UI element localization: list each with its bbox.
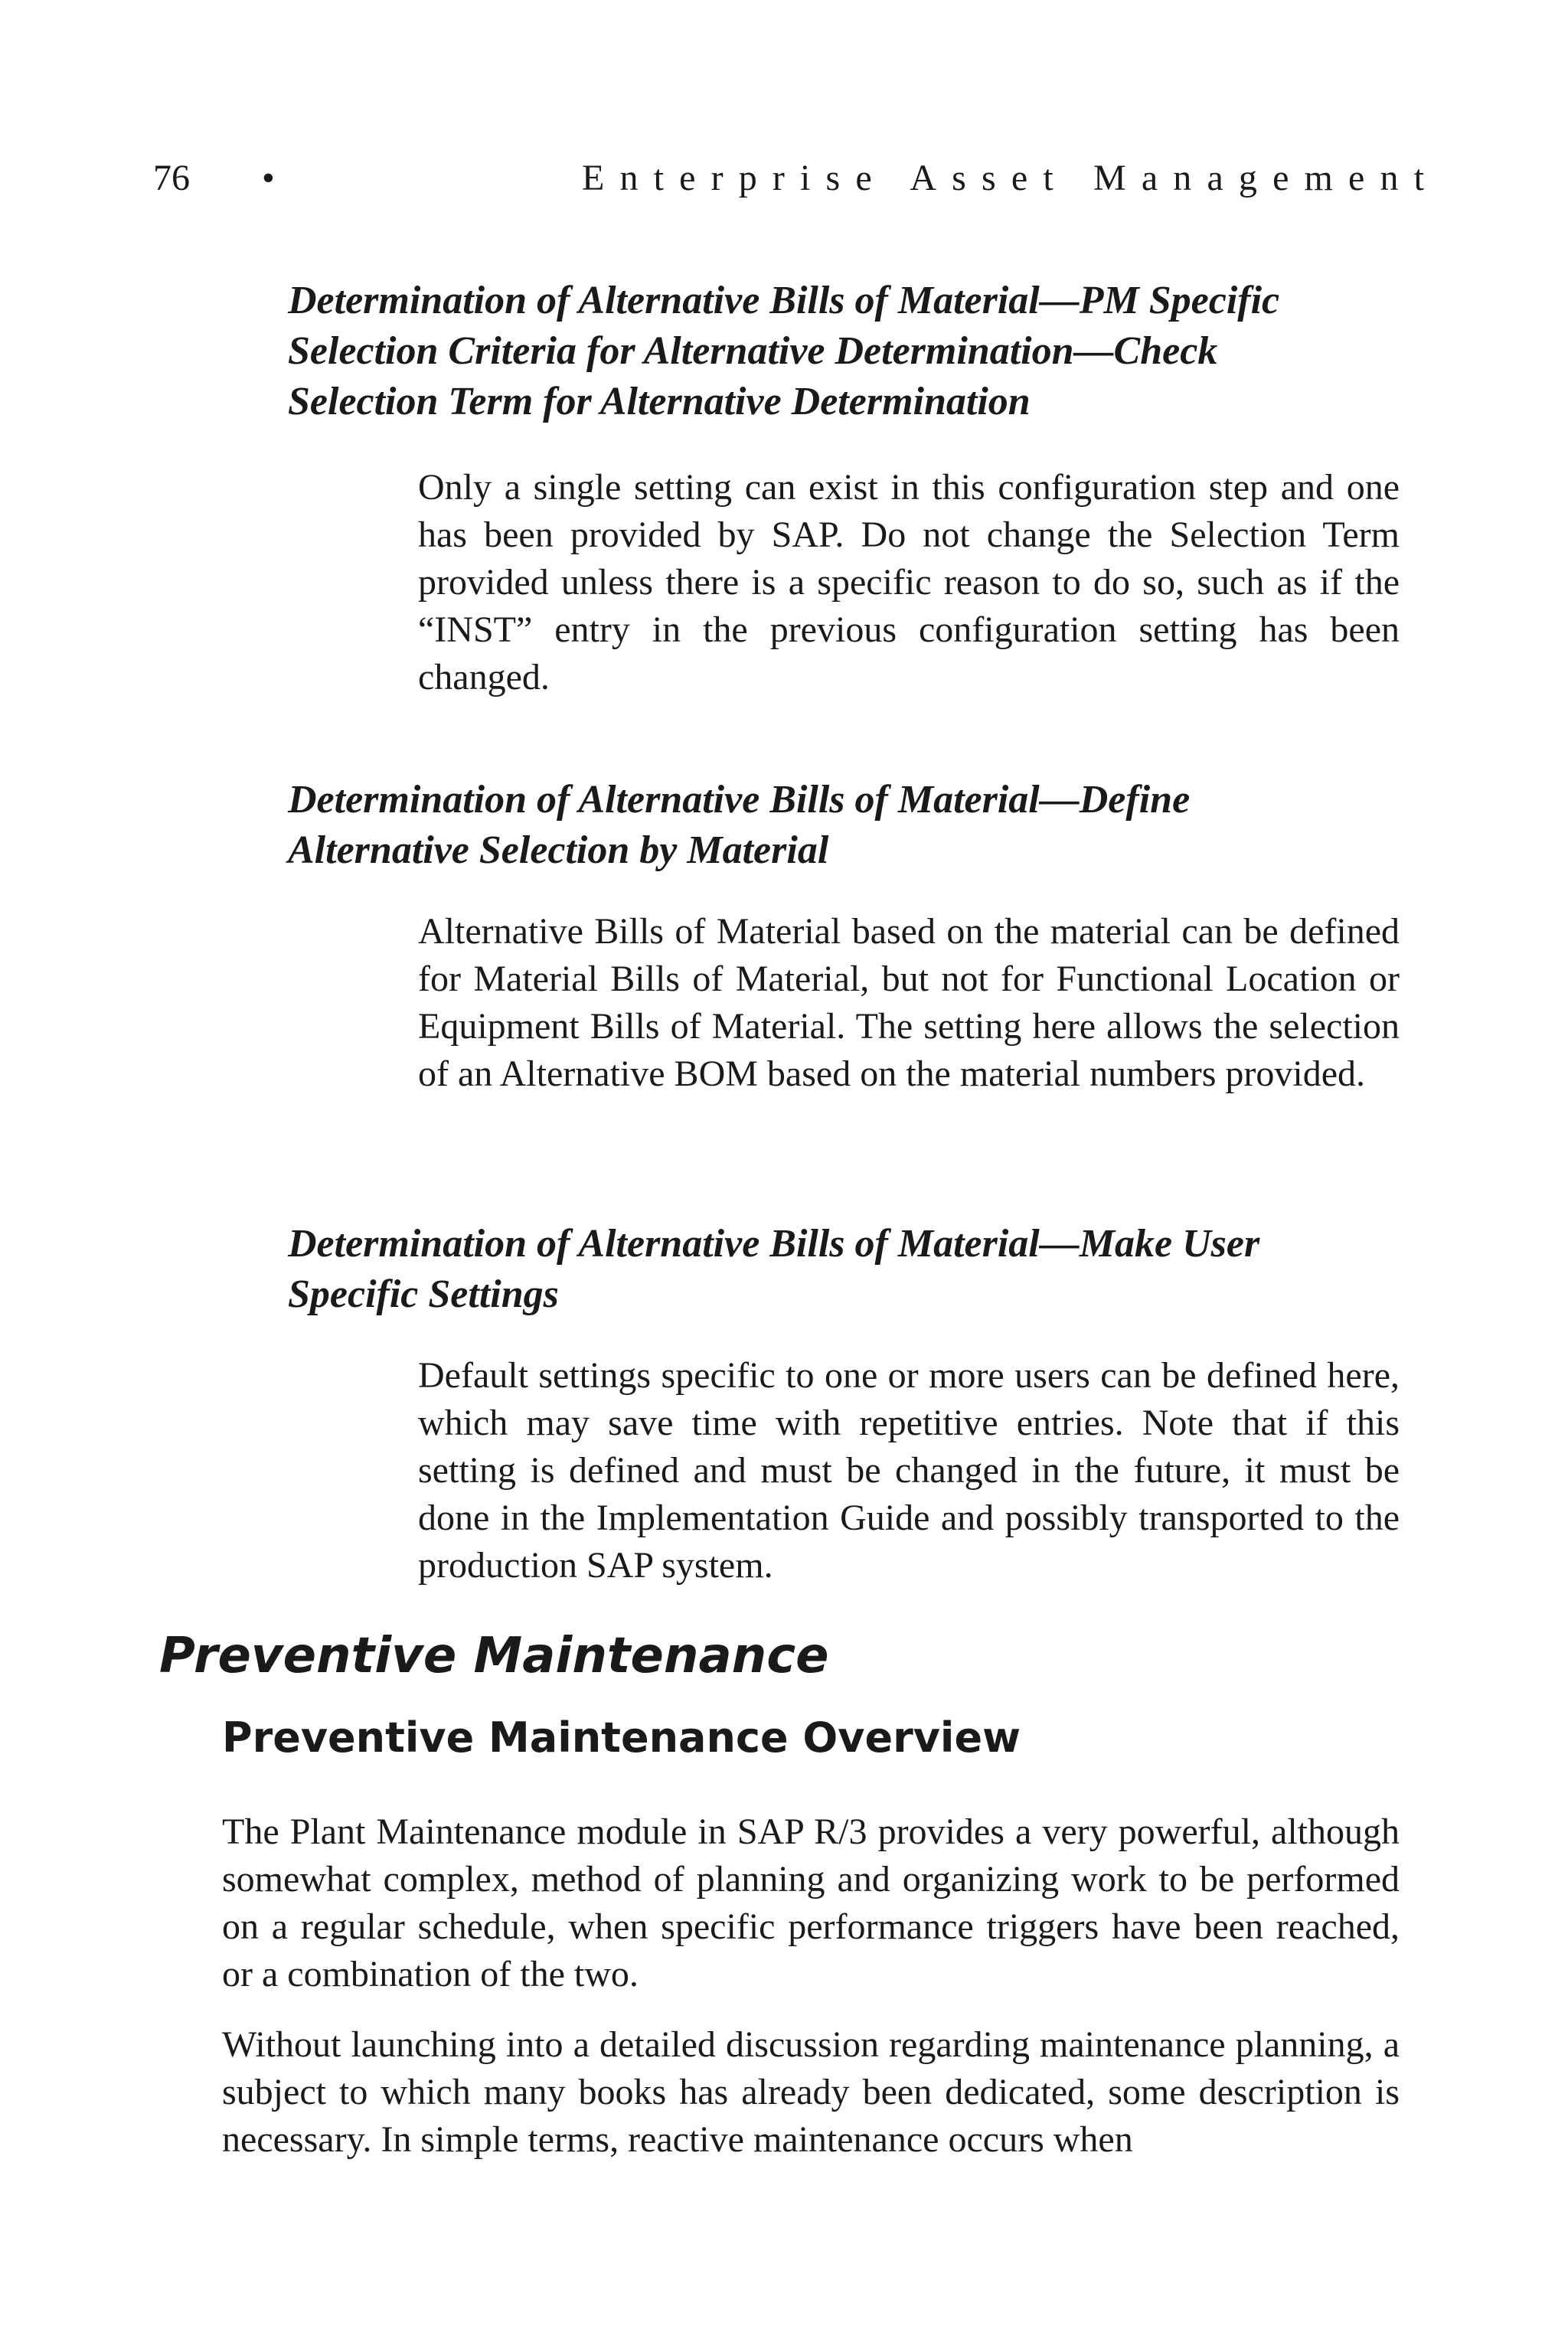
body-paragraph: Without launching into a detailed discussion regarding maintenance planning, a subject to which many books has already been dedicated, some description is necessary. In simple terms, reactive maintenance occurs when — [222, 2024, 1400, 2160]
subsection-body-define-alternative-selection: Alternative Bills of Material based on the material can be defined for Material Bills of Material, but not for Functional Location or Equipment Bills of Material. The setting here allows the selection of an Alternative BOM based on the material numbers provided. — [418, 911, 1400, 1094]
subsection-body-user-specific-settings: Default settings specific to one or more users can be defined here, which may save time with repetitive entries. Note that if this setting is defined and must be changed in the future, it must be done in the Implementation Guide and possibly transported to the production SAP system. — [418, 1355, 1400, 1586]
body-paragraph: The Plant Maintenance module in SAP R/3 provides a very powerful, although somewhat complex, method of planning and organizing work to be performed on a regular schedule, when specific performance triggers have been reached, or a combination of the two. — [222, 1811, 1400, 1994]
subsection-heading-check-selection-term: Determination of Alternative Bills of Material—PM Specific Selection Criteria for Alternative Determination—Check Selection Term for Alternative Determination — [288, 279, 1280, 423]
section-subtitle: Preventive Maintenance Overview — [222, 1713, 1021, 1762]
subsection-heading-define-alternative-selection: Determination of Alternative Bills of Material—Define Alternative Selection by Material — [288, 778, 1191, 872]
subsection-body-check-selection-term: Only a single setting can exist in this configuration step and one has been provided by SAP. Do not change the Selection Term provided unless there is a specific reason to do so, such as if the “INST” entry in the previous configuration setting has been changed. — [418, 467, 1400, 697]
running-head-bullet: • — [262, 158, 275, 198]
running-head — [153, 152, 1440, 205]
section-title: Preventive Maintenance — [159, 1628, 829, 1684]
page-number: 76 — [153, 158, 190, 198]
book-title: Enterprise Asset Management — [582, 158, 1440, 198]
subsection-heading-user-specific-settings: Determination of Alternative Bills of Material—Make User Specific Settings — [288, 1222, 1260, 1316]
